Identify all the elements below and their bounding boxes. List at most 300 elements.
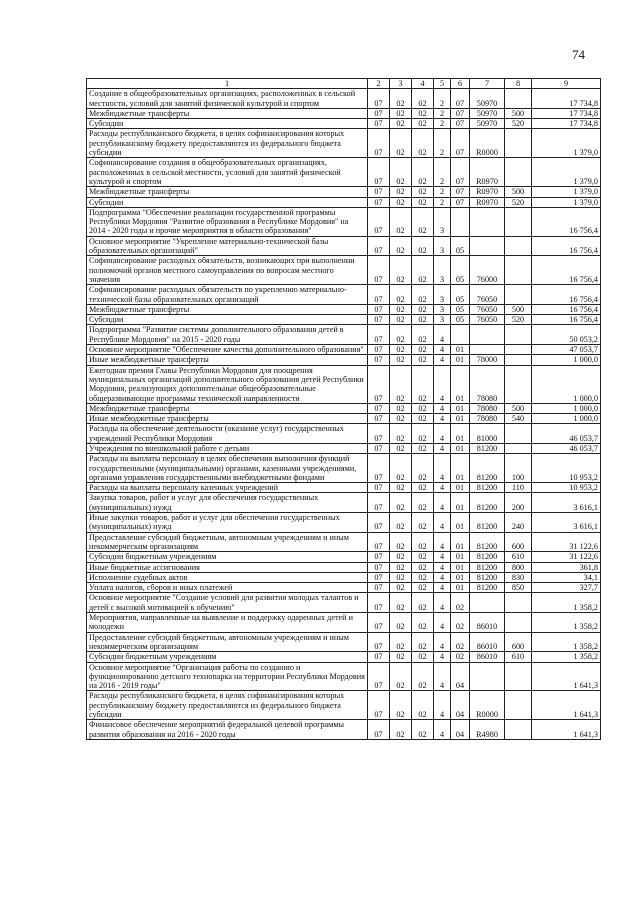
row-sum-cell: 16 756,4 [532, 207, 601, 236]
row-sum-cell: 46 053,7 [532, 424, 601, 444]
row-subsection-cell: 02 [390, 443, 412, 453]
row-event-cell: 01 [451, 424, 470, 444]
row-subprogram-cell: 4 [434, 483, 451, 493]
row-subprogram-cell: 4 [434, 414, 451, 424]
table-row [87, 315, 601, 325]
row-subsection-cell: 02 [390, 652, 412, 662]
row-expense-type-cell: 540 [505, 414, 532, 424]
row-direction-cell: 78080 [470, 414, 505, 424]
row-program-cell: 02 [412, 662, 434, 691]
row-expense-type-cell [505, 325, 532, 345]
row-program-cell: 02 [412, 285, 434, 305]
row-event-cell: 01 [451, 583, 470, 593]
row-direction-cell: 81200 [470, 454, 505, 483]
row-program-cell: 02 [412, 207, 434, 236]
row-sum-cell: 17 734,8 [532, 89, 601, 109]
row-section-cell: 07 [368, 424, 390, 444]
row-sum-cell: 1 379,0 [532, 187, 601, 197]
row-expense-type-cell: 850 [505, 583, 532, 593]
row-subsection-cell: 02 [390, 129, 412, 158]
row-name-cell: Субсидии [87, 315, 368, 325]
row-section-cell: 07 [368, 207, 390, 236]
table-row [87, 552, 601, 562]
row-sum-cell: 1 000,0 [532, 414, 601, 424]
row-name-cell: Иные межбюджетные трансферты [87, 355, 368, 365]
row-name-cell: Основное мероприятие "Организация работы по созданию и функционированию детского технопарка на территории Республики Мордовия на 2016 - 2019 годы" [87, 662, 368, 691]
row-event-cell: 01 [451, 365, 470, 403]
row-event-cell: 01 [451, 355, 470, 365]
table-row [87, 129, 601, 158]
row-expense-type-cell: 610 [505, 652, 532, 662]
row-subprogram-cell: 4 [434, 562, 451, 572]
row-subsection-cell: 02 [390, 403, 412, 413]
row-sum-cell: 16 756,4 [532, 285, 601, 305]
row-sum-cell: 16 756,4 [532, 315, 601, 325]
row-expense-type-cell: 520 [505, 119, 532, 129]
row-expense-type-cell: 500 [505, 108, 532, 118]
row-name-cell: Софинансирование расходных обязательств, возникающих при выполнении полномочий органов местного самоуправления по вопросам местного значения [87, 256, 368, 285]
page-number: 74 [572, 47, 585, 62]
table-row [87, 562, 601, 572]
row-section-cell: 07 [368, 632, 390, 652]
row-section-cell: 07 [368, 119, 390, 129]
row-subprogram-cell: 3 [434, 304, 451, 314]
row-section-cell: 07 [368, 443, 390, 453]
row-subsection-cell: 02 [390, 158, 412, 187]
row-sum-cell: 10 953,2 [532, 483, 601, 493]
row-sum-cell: 361,8 [532, 562, 601, 572]
row-name-cell: Иные межбюджетные трансферты [87, 414, 368, 424]
row-section-cell: 07 [368, 89, 390, 109]
row-section-cell: 07 [368, 315, 390, 325]
row-program-cell: 02 [412, 108, 434, 118]
row-section-cell: 07 [368, 325, 390, 345]
table-row [87, 632, 601, 652]
row-section-cell: 07 [368, 662, 390, 691]
row-subprogram-cell: 2 [434, 119, 451, 129]
row-sum-cell: 1 641,3 [532, 720, 601, 740]
row-expense-type-cell: 100 [505, 454, 532, 483]
row-sum-cell: 46 053,7 [532, 443, 601, 453]
row-subsection-cell: 02 [390, 632, 412, 652]
row-sum-cell: 31 122,6 [532, 552, 601, 562]
row-expense-type-cell: 500 [505, 403, 532, 413]
row-section-cell: 07 [368, 652, 390, 662]
row-sum-cell: 3 616,1 [532, 493, 601, 513]
row-sum-cell: 47 053,7 [532, 345, 601, 355]
table-row [87, 256, 601, 285]
row-section-cell: 07 [368, 562, 390, 572]
row-name-cell: Закупка товаров, работ и услуг для обеспечения государственных (муниципальных) нужд [87, 493, 368, 513]
row-event-cell: 02 [451, 593, 470, 613]
table-row [87, 119, 601, 129]
row-program-cell: 02 [412, 513, 434, 533]
row-subprogram-cell: 2 [434, 197, 451, 207]
row-section-cell: 07 [368, 365, 390, 403]
row-program-cell: 02 [412, 691, 434, 720]
row-event-cell: 02 [451, 613, 470, 633]
row-section-cell: 07 [368, 285, 390, 305]
row-program-cell: 02 [412, 315, 434, 325]
row-event-cell: 01 [451, 483, 470, 493]
row-direction-cell [470, 207, 505, 236]
row-expense-type-cell: 520 [505, 197, 532, 207]
row-sum-cell: 17 734,8 [532, 119, 601, 129]
row-subprogram-cell: 4 [434, 493, 451, 513]
row-subprogram-cell: 4 [434, 532, 451, 552]
row-name-cell: Ежегодная премия Главы Республики Мордовия для поощрения муниципальных организаций дополнительного образования детей Республики Мордовия, реализующих дополнительные общеобразовательные общеразвивающие программы технической направленности [87, 365, 368, 403]
row-direction-cell: 78080 [470, 403, 505, 413]
row-section-cell: 07 [368, 187, 390, 197]
row-expense-type-cell [505, 236, 532, 256]
row-event-cell: 05 [451, 285, 470, 305]
row-sum-cell: 16 756,4 [532, 256, 601, 285]
row-subprogram-cell: 3 [434, 285, 451, 305]
header-col-type: 8 [505, 79, 532, 89]
row-event-cell [451, 325, 470, 345]
table-row [87, 187, 601, 197]
row-program-cell: 02 [412, 632, 434, 652]
row-direction-cell: 86010 [470, 613, 505, 633]
row-expense-type-cell: 800 [505, 562, 532, 572]
row-name-cell: Мероприятия, направленные на выявление и поддержку одаренных детей и молодежи [87, 613, 368, 633]
row-name-cell: Межбюджетные трансферты [87, 108, 368, 118]
header-col-program: 4 [412, 79, 434, 89]
row-section-cell: 07 [368, 256, 390, 285]
row-direction-cell: 76000 [470, 256, 505, 285]
row-direction-cell: 81200 [470, 532, 505, 552]
row-subprogram-cell: 2 [434, 187, 451, 197]
table-row [87, 236, 601, 256]
row-expense-type-cell: 200 [505, 493, 532, 513]
row-event-cell: 05 [451, 315, 470, 325]
row-direction-cell [470, 345, 505, 355]
table-row [87, 207, 601, 236]
row-section-cell: 07 [368, 158, 390, 187]
row-expense-type-cell [505, 256, 532, 285]
row-expense-type-cell [505, 593, 532, 613]
row-section-cell: 07 [368, 129, 390, 158]
row-name-cell: Исполнение судебных актов [87, 572, 368, 582]
row-subsection-cell: 02 [390, 285, 412, 305]
row-name-cell: Софинансирование создания в общеобразовательных организациях, расположенных в сельской местности, условий для занятий физической культурой и спортом [87, 158, 368, 187]
row-event-cell: 01 [451, 414, 470, 424]
row-expense-type-cell [505, 662, 532, 691]
row-name-cell: Предоставление субсидий бюджетным, автономным учреждениям и иным некоммерческим организациям [87, 632, 368, 652]
row-program-cell: 02 [412, 129, 434, 158]
row-name-cell: Расходы республиканского бюджета, в целях софинансирования которых республиканскому бюджету предоставляются из федерального бюджета субсидии [87, 691, 368, 720]
row-subprogram-cell: 4 [434, 720, 451, 740]
table-row [87, 493, 601, 513]
row-program-cell: 02 [412, 304, 434, 314]
row-program-cell: 02 [412, 414, 434, 424]
row-expense-type-cell: 500 [505, 187, 532, 197]
row-subprogram-cell: 4 [434, 572, 451, 582]
row-subprogram-cell: 3 [434, 315, 451, 325]
header-col-subprogram: 5 [434, 79, 451, 89]
row-direction-cell: R0970 [470, 197, 505, 207]
row-section-cell: 07 [368, 691, 390, 720]
row-expense-type-cell: 240 [505, 513, 532, 533]
row-sum-cell: 1 379,0 [532, 129, 601, 158]
row-subprogram-cell: 4 [434, 365, 451, 403]
header-col-event: 6 [451, 79, 470, 89]
header-col-sum: 9 [532, 79, 601, 89]
row-section-cell: 07 [368, 583, 390, 593]
row-expense-type-cell [505, 720, 532, 740]
table-row [87, 593, 601, 613]
row-name-cell: Субсидии бюджетным учреждениям [87, 652, 368, 662]
row-section-cell: 07 [368, 108, 390, 118]
row-name-cell: Межбюджетные трансферты [87, 187, 368, 197]
row-section-cell: 07 [368, 513, 390, 533]
row-subprogram-cell: 4 [434, 613, 451, 633]
row-direction-cell [470, 662, 505, 691]
row-direction-cell: 50970 [470, 108, 505, 118]
row-sum-cell: 34,1 [532, 572, 601, 582]
row-subsection-cell: 02 [390, 89, 412, 109]
row-direction-cell: R0000 [470, 691, 505, 720]
row-subprogram-cell: 2 [434, 129, 451, 158]
row-subprogram-cell: 4 [434, 355, 451, 365]
table-row [87, 403, 601, 413]
row-subsection-cell: 02 [390, 315, 412, 325]
row-program-cell: 02 [412, 256, 434, 285]
table-row [87, 454, 601, 483]
row-program-cell: 02 [412, 493, 434, 513]
table-header-row [87, 79, 601, 89]
row-subprogram-cell: 2 [434, 89, 451, 109]
row-subprogram-cell: 4 [434, 691, 451, 720]
row-expense-type-cell [505, 158, 532, 187]
row-direction-cell: 81200 [470, 513, 505, 533]
row-subsection-cell: 02 [390, 662, 412, 691]
row-section-cell: 07 [368, 355, 390, 365]
row-subprogram-cell: 4 [434, 454, 451, 483]
row-event-cell: 04 [451, 720, 470, 740]
row-program-cell: 02 [412, 443, 434, 453]
row-program-cell: 02 [412, 593, 434, 613]
row-direction-cell: 76050 [470, 315, 505, 325]
table-row [87, 613, 601, 633]
row-program-cell: 02 [412, 583, 434, 593]
row-program-cell: 02 [412, 89, 434, 109]
header-col-direction: 7 [470, 79, 505, 89]
row-subprogram-cell: 4 [434, 583, 451, 593]
table-row [87, 662, 601, 691]
table-row [87, 197, 601, 207]
row-direction-cell: 81200 [470, 443, 505, 453]
row-program-cell: 02 [412, 572, 434, 582]
row-name-cell: Расходы на обеспечение деятельности (оказание услуг) государственных учреждений Республики Мордовия [87, 424, 368, 444]
table-row [87, 583, 601, 593]
row-program-cell: 02 [412, 403, 434, 413]
row-expense-type-cell [505, 443, 532, 453]
row-name-cell: Субсидии [87, 119, 368, 129]
row-sum-cell: 1 641,3 [532, 691, 601, 720]
row-subsection-cell: 02 [390, 513, 412, 533]
row-name-cell: Иные бюджетные ассигнования [87, 562, 368, 572]
row-name-cell: Софинансирование расходных обязательств по укреплению материально-технической базы образовательных организаций [87, 285, 368, 305]
row-program-cell: 02 [412, 613, 434, 633]
row-direction-cell: R0970 [470, 187, 505, 197]
table-row [87, 325, 601, 345]
row-name-cell: Основное мероприятие "Укрепление материально-технической базы образовательных организаций" [87, 236, 368, 256]
row-event-cell: 05 [451, 236, 470, 256]
row-subsection-cell: 02 [390, 691, 412, 720]
row-subsection-cell: 02 [390, 583, 412, 593]
table-row [87, 691, 601, 720]
row-subsection-cell: 02 [390, 562, 412, 572]
row-subprogram-cell: 2 [434, 108, 451, 118]
row-subsection-cell: 02 [390, 187, 412, 197]
row-expense-type-cell [505, 691, 532, 720]
row-section-cell: 07 [368, 483, 390, 493]
row-sum-cell: 17 734,8 [532, 108, 601, 118]
row-event-cell: 07 [451, 89, 470, 109]
row-name-cell: Учреждения по внешкольной работе с детьми [87, 443, 368, 453]
row-direction-cell: 81000 [470, 424, 505, 444]
row-subprogram-cell: 4 [434, 662, 451, 691]
row-direction-cell: 81200 [470, 493, 505, 513]
row-name-cell: Финансовое обеспечение мероприятий федеральной целевой программы развития образования на 2016 - 2020 годы [87, 720, 368, 740]
table-row [87, 720, 601, 740]
row-section-cell: 07 [368, 197, 390, 207]
row-section-cell: 07 [368, 454, 390, 483]
row-sum-cell: 327,7 [532, 583, 601, 593]
row-subsection-cell: 02 [390, 236, 412, 256]
row-name-cell: Подпрограмма "Развитие системы дополнительного образования детей в Республике Мордовия" на 2015 - 2020 годы [87, 325, 368, 345]
row-sum-cell: 16 756,4 [532, 304, 601, 314]
row-name-cell: Предоставление субсидий бюджетным, автономным учреждениям и иным некоммерческим организациям [87, 532, 368, 552]
row-event-cell: 01 [451, 454, 470, 483]
table-row [87, 572, 601, 582]
row-direction-cell: R0000 [470, 129, 505, 158]
row-name-cell: Уплата налогов, сборов и иных платежей [87, 583, 368, 593]
row-section-cell: 07 [368, 414, 390, 424]
row-event-cell: 01 [451, 572, 470, 582]
row-name-cell: Основное мероприятие "Обеспечение качества дополнительного образования" [87, 345, 368, 355]
row-direction-cell: 81200 [470, 552, 505, 562]
row-subsection-cell: 02 [390, 414, 412, 424]
row-event-cell: 01 [451, 345, 470, 355]
row-subprogram-cell: 4 [434, 652, 451, 662]
row-program-cell: 02 [412, 345, 434, 355]
row-event-cell: 02 [451, 632, 470, 652]
row-sum-cell: 1 358,2 [532, 613, 601, 633]
row-program-cell: 02 [412, 720, 434, 740]
table-row [87, 365, 601, 403]
row-program-cell: 02 [412, 552, 434, 562]
row-expense-type-cell: 500 [505, 304, 532, 314]
row-direction-cell: 86010 [470, 632, 505, 652]
row-program-cell: 02 [412, 158, 434, 187]
row-sum-cell: 10 953,2 [532, 454, 601, 483]
row-program-cell: 02 [412, 197, 434, 207]
row-sum-cell: 1 358,2 [532, 632, 601, 652]
row-subprogram-cell: 4 [434, 345, 451, 355]
row-direction-cell: 50970 [470, 89, 505, 109]
row-direction-cell: R4980 [470, 720, 505, 740]
row-section-cell: 07 [368, 304, 390, 314]
row-event-cell: 07 [451, 187, 470, 197]
row-expense-type-cell [505, 207, 532, 236]
row-expense-type-cell: 830 [505, 572, 532, 582]
table-row [87, 483, 601, 493]
row-subprogram-cell: 4 [434, 403, 451, 413]
row-direction-cell: 78080 [470, 365, 505, 403]
row-section-cell: 07 [368, 345, 390, 355]
row-event-cell: 01 [451, 493, 470, 513]
row-subprogram-cell: 4 [434, 593, 451, 613]
row-expense-type-cell: 600 [505, 532, 532, 552]
row-sum-cell: 1 379,0 [532, 158, 601, 187]
row-sum-cell: 1 000,0 [532, 403, 601, 413]
row-program-cell: 02 [412, 325, 434, 345]
table-row [87, 513, 601, 533]
row-subsection-cell: 02 [390, 108, 412, 118]
row-name-cell: Субсидии бюджетным учреждениям [87, 552, 368, 562]
row-subsection-cell: 02 [390, 197, 412, 207]
row-subsection-cell: 02 [390, 532, 412, 552]
row-direction-cell: 76050 [470, 304, 505, 314]
row-name-cell: Подпрограмма "Обеспечение реализации государственной программы Республики Мордовия "Развитие образования в Республике Мордовия" на 2014 - 2020 годы и прочие мероприятия в области образования" [87, 207, 368, 236]
row-sum-cell: 1 000,0 [532, 365, 601, 403]
row-subsection-cell: 02 [390, 493, 412, 513]
row-subprogram-cell: 3 [434, 236, 451, 256]
row-expense-type-cell [505, 365, 532, 403]
row-direction-cell: 81200 [470, 572, 505, 582]
table-row [87, 304, 601, 314]
table-row [87, 424, 601, 444]
row-event-cell: 02 [451, 652, 470, 662]
row-name-cell: Межбюджетные трансферты [87, 403, 368, 413]
row-direction-cell: R0970 [470, 158, 505, 187]
row-event-cell: 01 [451, 443, 470, 453]
row-sum-cell: 16 756,4 [532, 236, 601, 256]
row-name-cell: Расходы на выплаты персоналу в целях обеспечения выполнения функций государственными (муниципальными) органами, казенными учреждениями, органами управления государственными внебюджетными фондами [87, 454, 368, 483]
row-expense-type-cell [505, 129, 532, 158]
row-sum-cell: 1 379,0 [532, 197, 601, 207]
row-expense-type-cell [505, 345, 532, 355]
row-direction-cell: 76050 [470, 285, 505, 305]
row-direction-cell: 81200 [470, 583, 505, 593]
table-row [87, 108, 601, 118]
row-event-cell: 01 [451, 562, 470, 572]
row-expense-type-cell [505, 424, 532, 444]
row-program-cell: 02 [412, 424, 434, 444]
row-expense-type-cell: 600 [505, 632, 532, 652]
row-subprogram-cell: 3 [434, 256, 451, 285]
row-subsection-cell: 02 [390, 552, 412, 562]
row-subprogram-cell: 4 [434, 552, 451, 562]
table-row [87, 89, 601, 109]
header-col-name: 1 [87, 79, 368, 89]
row-program-cell: 02 [412, 454, 434, 483]
row-name-cell: Иные закупки товаров, работ и услуг для обеспечения государственных (муниципальных) нужд [87, 513, 368, 533]
row-expense-type-cell [505, 285, 532, 305]
table-row [87, 285, 601, 305]
row-subsection-cell: 02 [390, 304, 412, 314]
row-sum-cell: 1 000,0 [532, 355, 601, 365]
row-program-cell: 02 [412, 652, 434, 662]
row-event-cell [451, 207, 470, 236]
row-section-cell: 07 [368, 236, 390, 256]
row-program-cell: 02 [412, 365, 434, 403]
row-subprogram-cell: 4 [434, 632, 451, 652]
row-event-cell: 01 [451, 513, 470, 533]
table-body [87, 89, 601, 740]
